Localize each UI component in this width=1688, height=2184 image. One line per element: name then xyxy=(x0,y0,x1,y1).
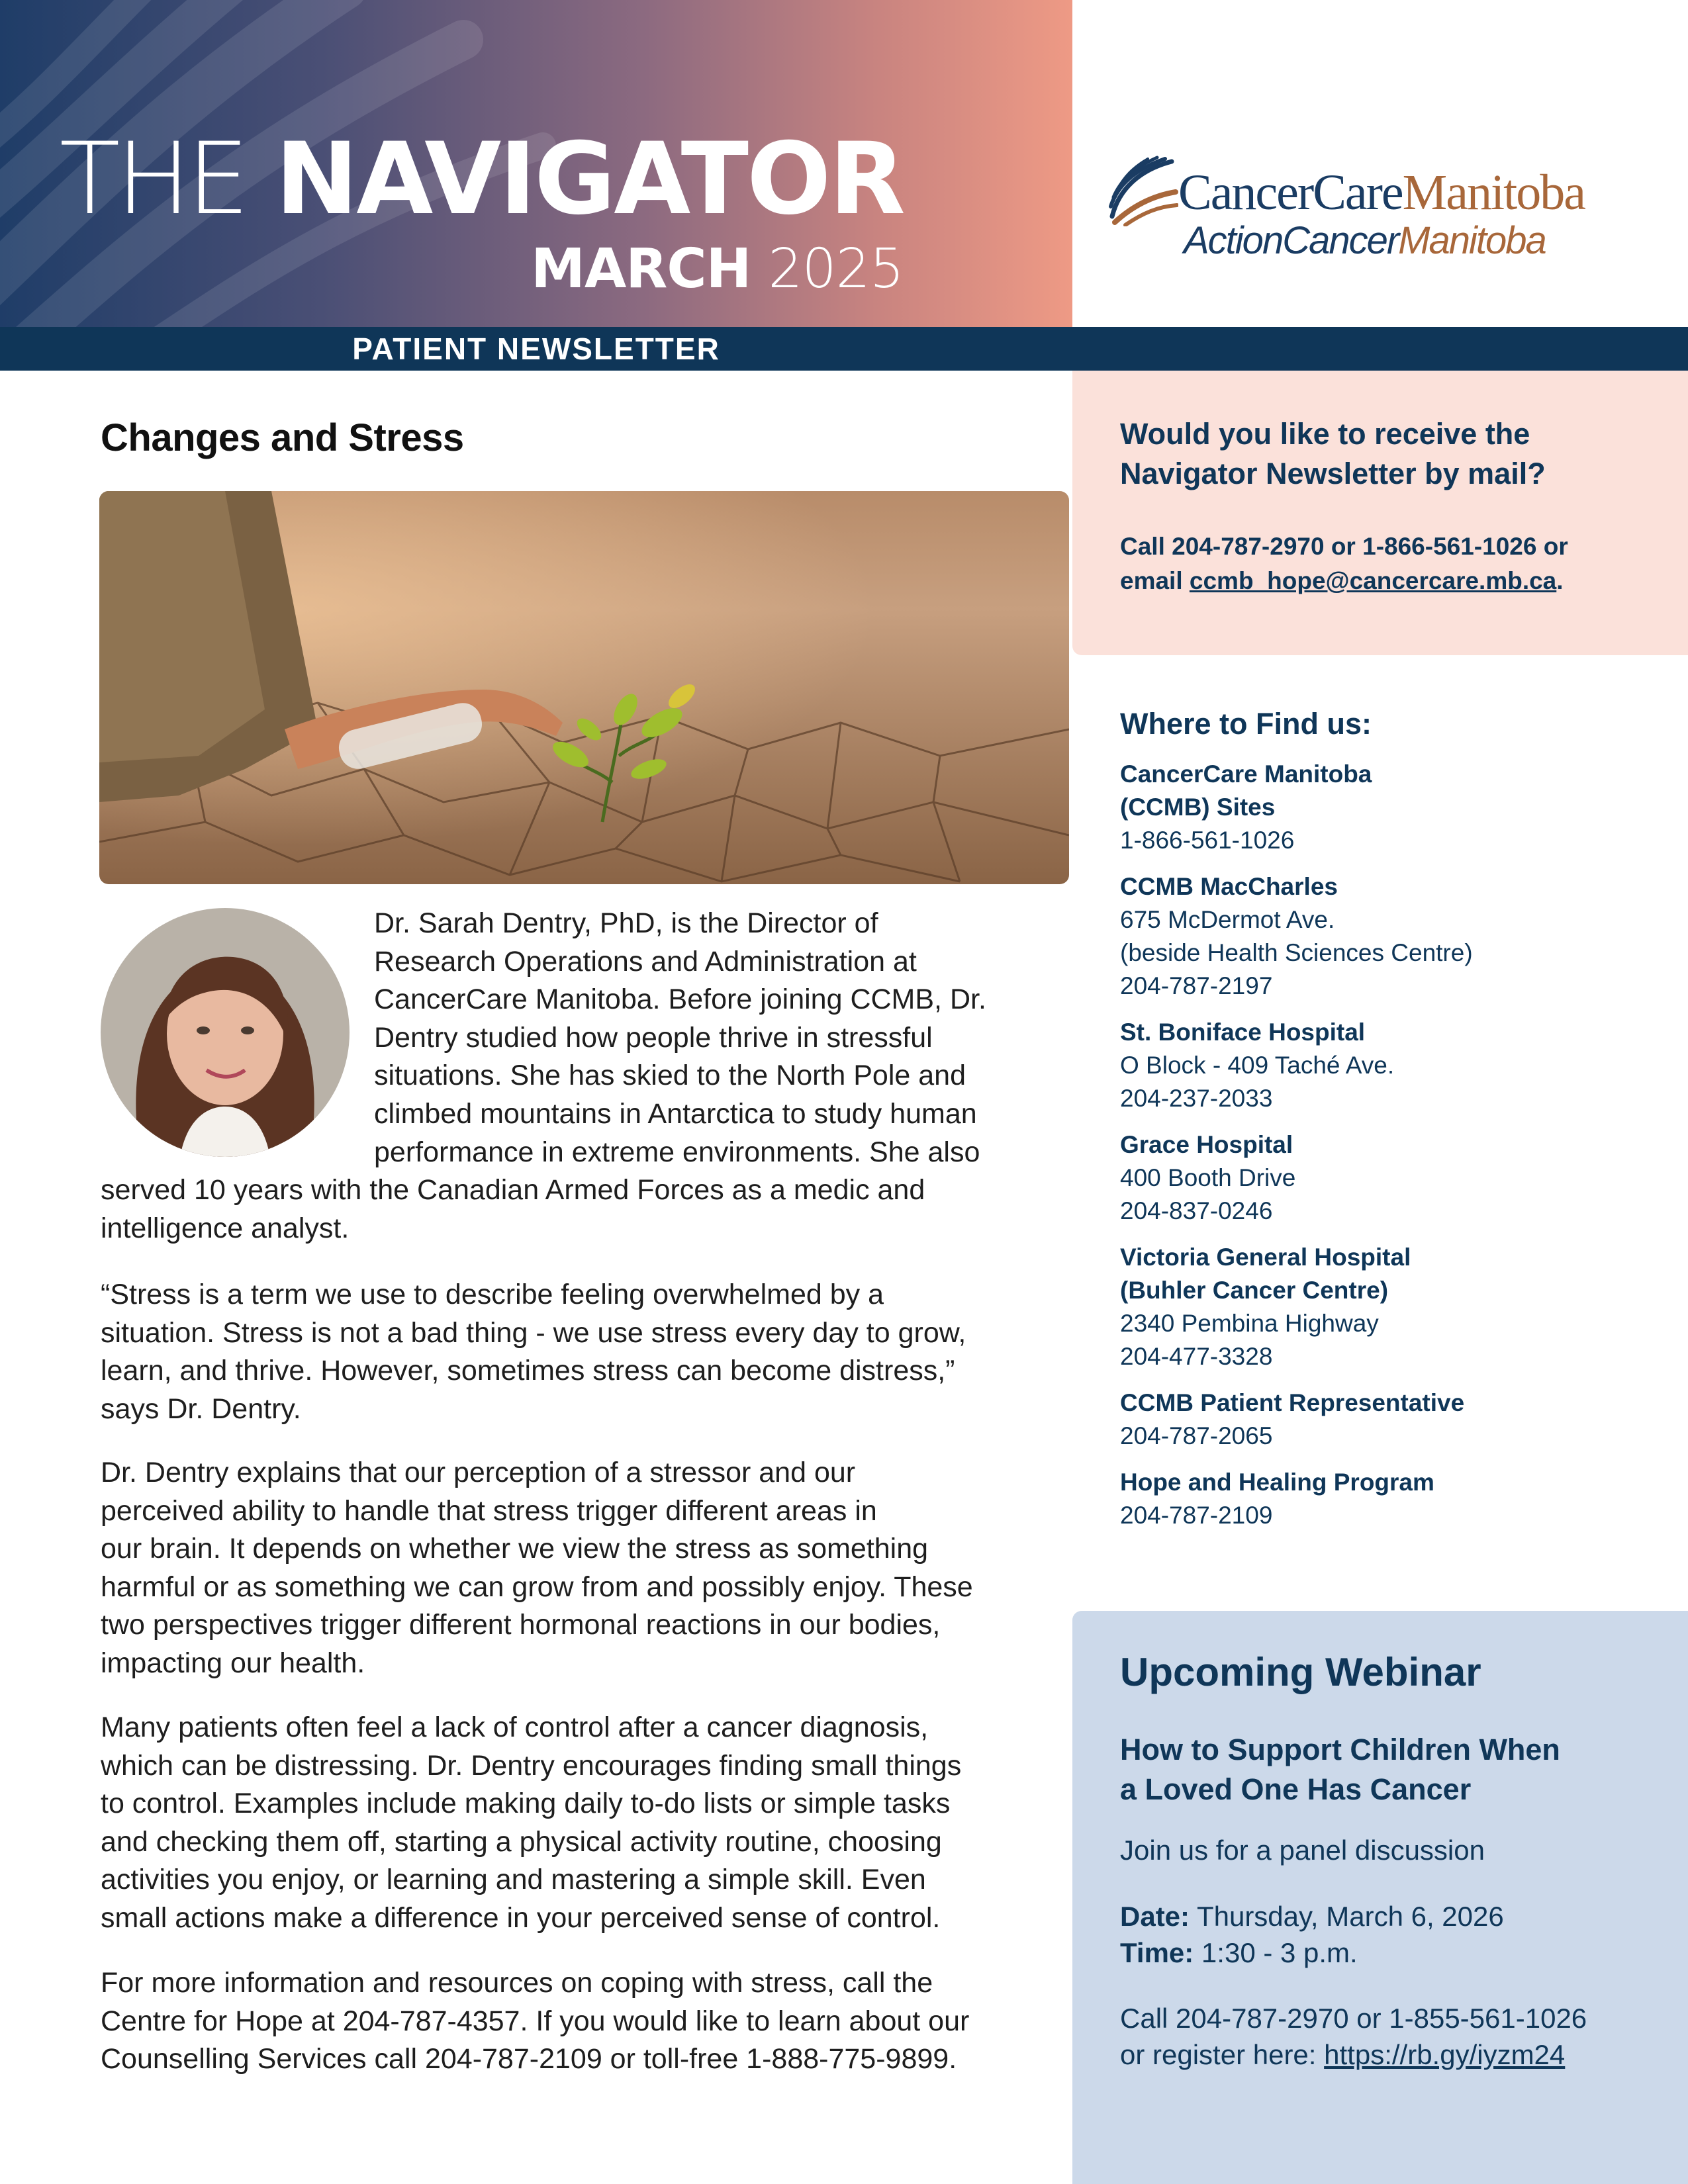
logo-english xyxy=(1178,164,1585,222)
bio-line: served 10 years with the Canadian Armed Forces as a medic and xyxy=(101,1174,925,1206)
paragraph-line: situation. Stress is not a bad thing - we use stress every day to grow, xyxy=(101,1316,966,1349)
location-name: (Buhler Cancer Centre) xyxy=(1120,1277,1389,1304)
webinar-phone: Call 204-787-2970 or 1-855-561-1026 xyxy=(1120,2003,1587,2034)
location-name: Grace Hospital xyxy=(1120,1131,1293,1158)
bio-line: climbed mountains in Antarctica to study human xyxy=(374,1097,977,1130)
webinar-time xyxy=(1120,1934,1504,1971)
mail-subscription-box xyxy=(1072,371,1688,655)
locations-list xyxy=(1120,758,1663,1545)
register-prefix: or register here: xyxy=(1120,2039,1325,2070)
logo-french xyxy=(1184,218,1546,263)
location-phone: 1-866-561-1026 xyxy=(1120,827,1295,854)
date-value: Thursday, March 6, 2026 xyxy=(1190,1901,1504,1932)
location-name: Hope and Healing Program xyxy=(1120,1469,1434,1496)
paragraph-line: learn, and thrive. However, sometimes stress can become distress,” xyxy=(101,1355,955,1387)
paragraph-line: two perspectives trigger different hormonal reactions in our bodies, xyxy=(101,1609,941,1641)
paragraph-stress-definition xyxy=(101,1276,1074,1428)
webinar-intro: Join us for a panel discussion xyxy=(1120,1835,1485,1866)
paragraph-line: perceived ability to handle that stress trigger different areas in xyxy=(101,1494,877,1527)
location-name: St. Boniface Hospital xyxy=(1120,1019,1366,1046)
location-name: Victoria General Hospital xyxy=(1120,1244,1411,1271)
bio-line: performance in extreme environments. She also xyxy=(374,1136,980,1168)
seedling-illustration-icon xyxy=(99,491,1069,884)
location-name: CCMB MacCharles xyxy=(1120,873,1338,900)
location-phone: 204-237-2033 xyxy=(1120,1085,1273,1112)
location-item xyxy=(1120,1128,1663,1228)
location-address: (beside Health Sciences Centre) xyxy=(1120,939,1473,966)
mail-heading-line: Would you like to receive the xyxy=(1120,417,1530,451)
logo-en-accent: Manitoba xyxy=(1402,165,1585,220)
time-label: Time: xyxy=(1120,1937,1194,1968)
paragraph-resources xyxy=(101,1964,1074,2079)
location-phone: 204-837-0246 xyxy=(1120,1197,1273,1224)
paragraph-line: and checking them off, starting a physical activity routine, choosing xyxy=(101,1825,942,1858)
mail-email-prefix: email xyxy=(1120,567,1190,594)
paragraph-line: For more information and resources on coping with stress, call the xyxy=(101,1967,933,1999)
location-name: CancerCare Manitoba xyxy=(1120,760,1372,788)
paragraph-line: “Stress is a term we use to describe feeling overwhelmed by a xyxy=(101,1279,884,1310)
webinar-box xyxy=(1072,1611,1688,2184)
banner xyxy=(0,327,1688,371)
author-portrait xyxy=(101,908,350,1157)
location-item xyxy=(1120,870,1663,1003)
paragraph-line: Dr. Dentry explains that our perception of a stressor and our xyxy=(101,1457,856,1488)
location-item xyxy=(1120,1387,1663,1453)
webinar-title: Upcoming Webinar xyxy=(1120,1650,1481,1694)
bio-line: situations. She has skied to the North Pole and xyxy=(374,1060,966,1092)
location-item xyxy=(1120,1016,1663,1115)
paragraph-line: small actions make a difference in your perceived sense of control. xyxy=(101,1901,941,1934)
paragraph-line: which can be distressing. Dr. Dentry encourages finding small things xyxy=(101,1749,962,1782)
location-phone: 204-787-2197 xyxy=(1120,972,1273,999)
swoosh-logo-icon xyxy=(1105,154,1178,226)
paragraph-control xyxy=(101,1709,1074,1938)
location-item xyxy=(1120,758,1663,857)
logo-en-primary: CancerCare xyxy=(1178,165,1403,220)
locations-heading: Where to Find us: xyxy=(1120,707,1372,741)
bio-line: Dentry studied how people thrive in stressful xyxy=(374,1021,933,1054)
webinar-subtitle-line: How to Support Children When xyxy=(1120,1733,1560,1766)
webinar-subtitle xyxy=(1120,1730,1663,1809)
webinar-schedule xyxy=(1120,1898,1504,1971)
location-address: O Block - 409 Taché Ave. xyxy=(1120,1052,1395,1079)
issue-date xyxy=(531,240,904,299)
person-portrait-icon xyxy=(101,908,350,1157)
logo-fr-primary: ActionCancer xyxy=(1184,219,1399,262)
location-address: 400 Booth Drive xyxy=(1120,1164,1296,1191)
location-name: CCMB Patient Representative xyxy=(1120,1389,1465,1416)
webinar-contact xyxy=(1120,2000,1587,2073)
bio-line: Dr. Sarah Dentry, PhD, is the Director of xyxy=(374,907,878,939)
time-value: 1:30 - 3 p.m. xyxy=(1194,1937,1358,1968)
paragraph-line: Counselling Services call 204-787-2109 or toll-free 1-888-775-9899. xyxy=(101,2043,957,2075)
paragraph-line: Many patients often feel a lack of control after a cancer diagnosis, xyxy=(101,1711,929,1743)
mail-heading-line: Navigator Newsletter by mail? xyxy=(1120,457,1546,490)
banner-label: PATIENT NEWSLETTER xyxy=(352,332,720,366)
paragraph-line: Centre for Hope at 204-787-4357. If you would like to learn about our xyxy=(101,2005,970,2037)
issue-year: 2025 xyxy=(768,238,904,300)
location-item xyxy=(1120,1466,1663,1532)
location-phone: 204-787-2109 xyxy=(1120,1502,1273,1529)
title-prefix: THE xyxy=(59,122,246,237)
location-item xyxy=(1120,1241,1663,1373)
register-link[interactable]: https://rb.gy/iyzm24 xyxy=(1324,2039,1566,2070)
location-address: 2340 Pembina Highway xyxy=(1120,1310,1379,1337)
bio-line: CancerCare Manitoba. Before joining CCMB, Dr. xyxy=(374,983,986,1016)
logo-fr-accent: Manitoba xyxy=(1398,219,1546,262)
webinar-date xyxy=(1120,1898,1504,1934)
issue-month: MARCH xyxy=(531,238,751,300)
paragraph-line: says Dr. Dentry. xyxy=(101,1392,301,1425)
mail-body xyxy=(1120,529,1663,598)
article-title: Changes and Stress xyxy=(101,416,464,459)
paragraph-line: activities you enjoy, or learning and mastering a simple skill. Even xyxy=(101,1864,926,1896)
author-bio xyxy=(374,905,1076,1171)
bio-line: intelligence analyst. xyxy=(101,1212,350,1244)
logo xyxy=(1072,0,1688,327)
paragraph-line: our brain. It depends on whether we view the stress as something xyxy=(101,1533,929,1565)
paragraph-line: impacting our health. xyxy=(101,1647,365,1679)
location-address: 675 McDermot Ave. xyxy=(1120,906,1335,933)
paragraph-line: to control. Examples include making daily to-do lists or simple tasks xyxy=(101,1788,951,1820)
location-phone: 204-477-3328 xyxy=(1120,1343,1273,1370)
author-bio-continued xyxy=(101,1171,1074,1248)
email-link[interactable]: ccmb_hope@cancercare.mb.ca xyxy=(1189,567,1557,594)
paragraph-line: harmful or as something we can grow from and possibly enjoy. These xyxy=(101,1570,973,1603)
mail-heading xyxy=(1120,414,1663,494)
newsletter-title xyxy=(60,119,904,235)
location-phone: 204-787-2065 xyxy=(1120,1422,1273,1449)
webinar-subtitle-line: a Loved One Has Cancer xyxy=(1120,1772,1472,1806)
hero-image xyxy=(99,491,1069,884)
title-main: NAVIGATOR xyxy=(275,122,904,237)
masthead xyxy=(0,0,1072,327)
paragraph-perception xyxy=(101,1454,1074,1683)
mail-phone-line: Call 204-787-2970 or 1-866-561-1026 or xyxy=(1120,533,1568,560)
date-label: Date: xyxy=(1120,1901,1190,1932)
bio-line: Research Operations and Administration at xyxy=(374,945,917,978)
location-name: (CCMB) Sites xyxy=(1120,794,1276,821)
mail-suffix: . xyxy=(1556,567,1564,594)
